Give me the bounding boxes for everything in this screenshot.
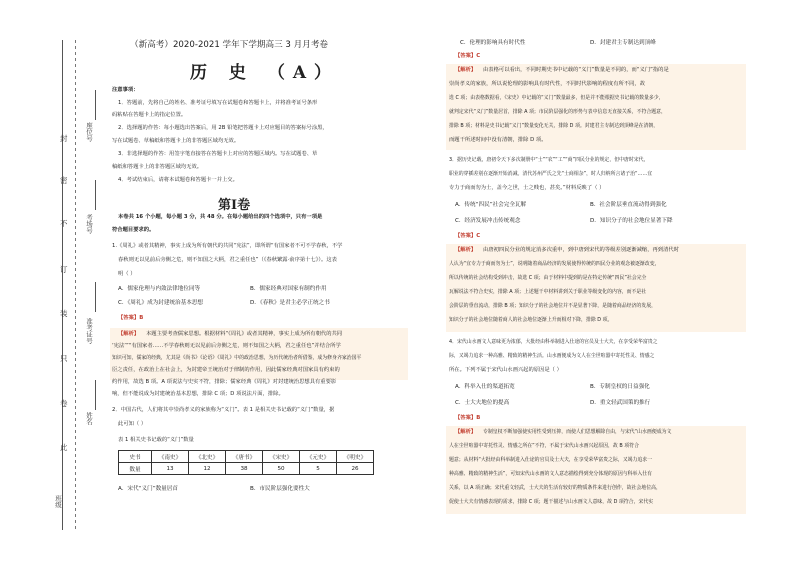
table-cell: 《北史》 (189, 451, 226, 463)
q2-analysis-line: 而题干所述时间中没有清朝，排除 D 项。 (449, 137, 547, 143)
q3-analysis-line: 所以传统的社会结构受到冲击，故选 C 项；由于材料中提到的是在特定传统“四民”社会完全 (449, 275, 647, 281)
q1-analysis-line: ‘宪法’”“有国家者……不学春秋则无以见前后旁侧之危，则不知国之大柄，君之重任也”并结合所学 (112, 343, 341, 349)
q1-analysis-line: 本题主要考查儒家思想。根据材料“《周礼》或者其精神，事实上成为所有朝代的共同 (146, 331, 343, 337)
strip-char-ci: 此 (60, 443, 68, 452)
name-label: 姓名 (85, 412, 93, 425)
q2-table (118, 450, 374, 475)
table-cell: 12 (189, 463, 226, 475)
table-cell: 13 (152, 463, 189, 475)
q1-stem: 明（ ） (118, 271, 136, 277)
q1-analysis-line: 约作用，故选 B 项。A 项说法与史实不符，排除；儒家经典《周礼》对封建统治思想具有重要影 (112, 379, 337, 385)
binding-line-dash (75, 40, 76, 530)
section-intro: 本卷共 16 个小题，每小题 3 分，共 48 分。在每小题给出的四个选项中，只有一项是 (118, 214, 323, 220)
table-cell: 《元史》 (300, 451, 337, 463)
q4-answer: 【答案】B (455, 415, 481, 421)
strip-char-mi: 密 (60, 176, 68, 185)
q4-option-d[interactable]: D．重文轻武国策的推行 (590, 400, 651, 406)
notice-line: 3．非选择题的作答：用签字笔直接答在答题卡上对应的答题区域内。写在试题卷、草 (118, 151, 318, 157)
notice-line: 稿纸和答题卡上的非答题区域均无效。 (112, 164, 203, 170)
q1-analysis-line: 臣之责任，在政治上在社会上，为封建帝王统治对于律制的作用，因此儒家经典对国家具有约束的 (112, 367, 340, 373)
field-line (95, 282, 96, 312)
q2-analysis-line: 由表格可以看出，不同时期史书中记载的“义门”数量是不同的，而“义门”指的是 (483, 67, 669, 73)
q3-analysis-line: 会阶层的垂直流动，排除 B 项；知识分子的社会地位并不是显著下降，是随着商品经济的发展， (449, 303, 656, 309)
notice-line: 4．考试结束后，请将本试题卷和答题卡一并上交。 (118, 177, 238, 183)
q2-option-c[interactable]: C．伦理的影响具有时代性 (460, 40, 526, 46)
q3-stem: 职业的穿插差别在逐渐开始消减。清代苏州严氏之先“士商相杂”，时人归纳所言诸子治“……宜 (449, 171, 653, 177)
q1-analysis-line: 响，但不能说成为封建统治基本思想，排除 C 项；D 项说法片面，排除。 (112, 391, 284, 397)
q4-analysis-tag: 【解析】 (455, 429, 477, 435)
table-row (119, 463, 374, 475)
table-cell: 38 (226, 463, 263, 475)
field-line (95, 90, 96, 120)
q4-option-c[interactable]: C．士大夫地位的提高 (455, 400, 510, 406)
q2-analysis-line: 崇尚孝义的家族，所以说伦理的影响具有时代性，不同时代影响的程度有所不同，故 (449, 81, 645, 87)
notice-line: 2．选择题的作答：每小题选出答案后，用 2B 铅笔把答题卡上对应题目的答案标号涂黑， (118, 125, 328, 131)
subject-title: 历 史 （A） (190, 63, 340, 83)
q3-analysis-tag: 【解析】 (455, 247, 477, 253)
q3-stem: 3．据历史记载，唐初令天下多次制册中“士”“农”“工”“商”四民分业的规定，但中唐时宋代， (449, 157, 649, 163)
notice-line: 写在试题卷、草稿纸和答题卡上的非答题区域均无效。 (112, 138, 240, 144)
q4-analysis-line: 种高雅、精致的精神生活”，可知宋代山水画的文人意态描绘得到充分体现的原因与科举入仕有 (449, 471, 653, 477)
q1-option-b[interactable]: B．儒家经典对国家有制约作用 (250, 286, 327, 292)
field-line (95, 380, 96, 410)
q2-analysis-line: 就判定宋代“义门”数量居首，排除 A 项；市民阶层强化的形势与表中信息无直接关系，不符合题意， (449, 109, 666, 115)
exam-room-label: 考场号 (85, 214, 93, 234)
q2-analysis-line: 选 C 项；由表格数据看，《宋史》中记载的“义门”数量最多，但是并不能根据史书记载的数量多少， (449, 95, 664, 101)
q3-analysis-line: 由唐初四民分业的规定消多次重申，到中唐到宋代的等级差别逐渐减缩，再到清代时 (483, 247, 679, 253)
q1-stem: 1.《周礼》或者其精神，事实上成为所有朝代的共同“宪法”，即所谓“有国家者不可不学春秋，不学 (112, 243, 343, 249)
q4-analysis-line: 专制皇权不断加强使实用性受到压抑，而使人们思想解除自由，与宋代“山水画便成为文 (483, 429, 672, 435)
table-cell: 《明史》 (337, 451, 374, 463)
q4-stem: 际，又竭力追求一种高雅、精致的精神生活。山水画便成为文人在尘世喧嚣中寄托性灵、情感之 (449, 353, 655, 359)
q2-stem: 此可知（ ） (118, 421, 147, 427)
q1-option-d[interactable]: D．《春秋》是君主必学正统之书 (250, 300, 330, 306)
strip-char-zhi: 只 (60, 354, 68, 363)
table-cell: 《南史》 (152, 451, 189, 463)
q2-table-caption: 表 1 相关史书记载的“义门”数量 (118, 437, 194, 443)
q2-stem: 2．中国古代，人们将其中崇尚孝义的家族称为“义门”。表 1 是相关史书记载的“义门”数量，据 (112, 407, 335, 413)
q1-analysis-tag: 【解析】 (118, 331, 140, 337)
section-intro: 符合题目要求的。 (112, 227, 155, 233)
binding-line (62, 40, 63, 530)
field-line (95, 180, 96, 210)
section-title: 第Ⅰ卷 (218, 198, 251, 213)
notice-line: 1．答题前，先将自己的姓名、准考证号填写在试题卷和答题卡上，并将准考证号条形 (118, 100, 318, 106)
q3-stem: 专力于商而勿为士，盖今之世，士之贱也，甚矣。”材料反映了（ ） (449, 185, 605, 191)
q4-option-b[interactable]: B．专制皇权的日益强化 (590, 384, 650, 390)
table-cell: 26 (337, 463, 374, 475)
seat-number-label: 座位号 (85, 122, 93, 142)
table-cell: 数量 (119, 463, 152, 475)
exam-title: （新高考）2020-2021 学年下学期高三 3 月月考卷 (130, 40, 329, 50)
q2-analysis-line: 排除 B 项；材料是史书记载“义门”数量变化无关，排除 D 项。封建君主专制达到顶峰是在清朝， (449, 123, 659, 129)
q4-analysis-line: 题意；从材料“大批经由科举制进入仕途的官员及士大夫，在享受荣华富贵之际，又竭力追求一 (449, 457, 653, 463)
q1-answer: 【答案】B (118, 315, 144, 321)
table-cell: 5 (300, 463, 337, 475)
q4-stem: 所在。下列不属于宋代山水画兴起的原因是（ ） (449, 367, 562, 373)
strip-char-feng: 封 (60, 134, 68, 143)
q3-analysis-line: 人认为“宜专力于商而勿为士”，说明随着商品经济的发展使得传统的四民分业的观念被逐渐改变， (449, 261, 660, 267)
notice-line: 码粘贴在答题卡上的指定位置。 (112, 112, 187, 118)
strip-char-ding: 订 (60, 265, 68, 274)
q2-answer: 【答案】C (455, 53, 481, 59)
q4-analysis-line: 人在尘世喧嚣中寄托性灵、情感之所在”不符，不属于宋代山水画兴起原因，故 B 项符合 (449, 443, 639, 449)
q2-option-a[interactable]: A．宋代“义门”数量居首 (118, 486, 178, 492)
strip-char-juan: 卷 (60, 399, 68, 408)
table-cell: 50 (263, 463, 300, 475)
table-cell: 《宋史》 (263, 451, 300, 463)
q4-stem: 4．宋代山水画文人意味更为浓郁，大批经由科举制进入仕途的官员及士大夫，在享受荣华富贵之 (449, 339, 658, 345)
q4-analysis-line: 关系，以 A 项正确；宋代重文轻武，士大夫的生活有较好的物质条件来进行创作，故社会地位高， (449, 485, 661, 491)
class-label: 班级 (54, 495, 62, 508)
q2-analysis-tag: 【解析】 (455, 67, 477, 73)
q1-stem: 春秋则无以见前后旁侧之危，则不知国之大柄，君之重任也”（《春秋繁露·俞序第十七》）。这表 (118, 257, 337, 263)
admission-ticket-label: 准考证号 (85, 318, 93, 344)
q3-answer: 【答案】C (455, 233, 481, 239)
q1-option-c[interactable]: C．《周礼》成为封建统治基本思想 (118, 300, 204, 306)
table-cell: 《唐书》 (226, 451, 263, 463)
q3-option-b[interactable]: B．社会阶层垂直流动得到强化 (590, 202, 667, 208)
q4-option-a[interactable]: A．科举入仕的渠道拓宽 (455, 384, 515, 390)
q2-option-b[interactable]: B．市民阶层强化要性大 (250, 486, 310, 492)
q1-option-a[interactable]: A．儒家伦理与内敛法律地位同等 (118, 286, 201, 292)
q3-option-c[interactable]: C．经济发展冲击传统观念 (455, 218, 521, 224)
table-row (119, 451, 374, 463)
q3-option-d[interactable]: D．知识分子的社会地位显著下降 (590, 218, 673, 224)
q4-analysis-line: 促使士大夫有情感表现的需求，排除 C 项；题干描述与山水画文人意味，故 D 项符合，宋代实 (449, 499, 654, 505)
table-cell: 史书 (119, 451, 152, 463)
q1-analysis-line: 知识可知，儒家的经典，尤其是《尚书》《论语》《周礼》中的政治思想，为历代统治者所借鉴，成为修身齐家治国平 (112, 355, 362, 361)
q3-analysis-line: 知识分子的社会地位随着商人的社会地位逐渐上升而相对下降，排除 D 项。 (449, 317, 613, 323)
strip-char-zhuang: 装 (60, 309, 68, 318)
q3-option-a[interactable]: A．传统“四民”社会完全瓦解 (455, 202, 527, 208)
q3-analysis-line: 瓦解说法不符合史实，排除 A 项；上述题干中材料讲到关于职业等级变化的内容，而不是社 (449, 289, 647, 295)
q2-option-d[interactable]: D．封建君主专制达到顶峰 (590, 40, 656, 46)
notice-title: 注意事项： (112, 87, 139, 93)
strip-char-bu: 不 (60, 219, 68, 228)
